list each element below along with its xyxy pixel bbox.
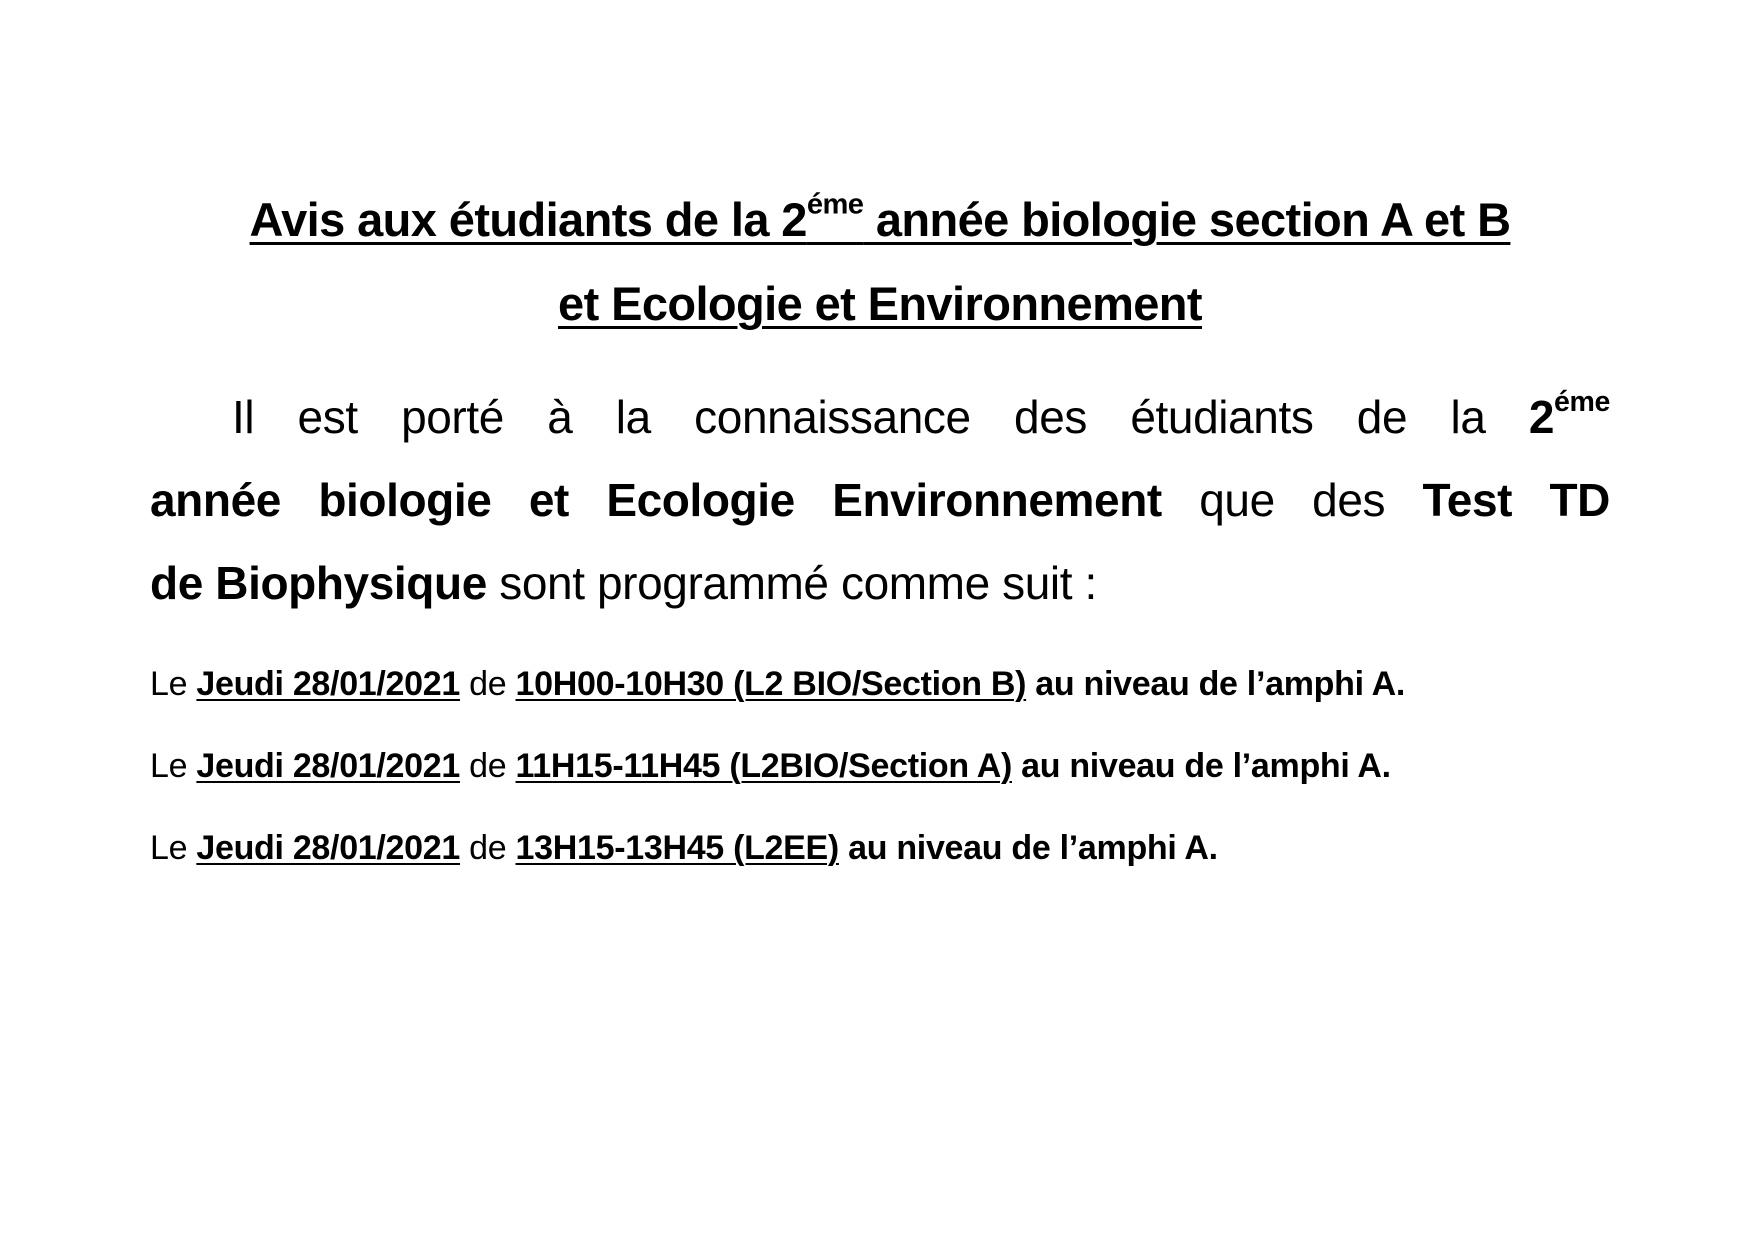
intro-paragraph [150,376,1610,625]
schedule-place: au niveau de l’amphi A. [1026,665,1405,703]
title-line-2 [150,262,1610,346]
schedule-slot: 13H15-13H45 (L2EE) [515,829,839,867]
title-line1-sup: éme [806,188,864,221]
intro-word: année [150,474,281,526]
intro-rest: sont programmé comme suit : [486,557,1097,609]
intro-year-number: 2 [1528,391,1555,443]
schedule-place: au niveau de l’amphi A. [838,829,1218,867]
intro-word: des [1312,474,1386,526]
title-line1-part2: année biologie section A et B [863,193,1511,246]
intro-word: biologie [318,474,492,526]
schedule-row [150,643,1610,725]
intro-word: Environnement [832,474,1162,526]
intro-word: connaissance [694,391,971,443]
notice-title [150,178,1610,346]
intro-year [1529,376,1610,459]
intro-word: à [547,391,573,443]
intro-word: et [528,474,569,526]
schedule-mid: de [460,665,516,703]
intro-word: TD [1549,474,1610,526]
schedule-day: Jeudi 28/01/2021 [196,747,460,785]
intro-line-2 [150,459,1610,542]
intro-line-1 [150,376,1610,459]
intro-word: la [1450,391,1486,443]
schedule-list [150,643,1610,889]
intro-word: Il [232,391,255,443]
schedule-day: Jeudi 28/01/2021 [196,829,460,867]
intro-word: la [615,391,651,443]
schedule-mid: de [460,747,516,785]
intro-word: Ecologie [606,474,795,526]
intro-word: étudiants [1130,391,1314,443]
schedule-row [150,807,1610,889]
schedule-prefix: Le [150,829,197,867]
schedule-prefix: Le [150,665,197,703]
schedule-slot: 10H00-10H30 (L2 BIO/Section B) [515,665,1027,703]
schedule-day: Jeudi 28/01/2021 [196,665,460,703]
intro-line-3 [150,542,1610,625]
title-line-1 [150,178,1610,262]
intro-word: porté [401,391,504,443]
schedule-place: au niveau de l’amphi A. [1011,747,1391,785]
intro-word: Test [1422,474,1513,526]
schedule-row [150,725,1610,807]
intro-word: des [1014,391,1087,443]
intro-subject: de Biophysique [150,557,487,609]
schedule-slot: 11H15-11H45 (L2BIO/Section A) [515,747,1012,785]
intro-word: de [1356,391,1408,443]
intro-word: que [1199,474,1275,526]
intro-year-sup: éme [1554,385,1610,418]
title-line2-text: et Ecologie et Environnement [558,277,1202,330]
intro-word: est [297,391,358,443]
schedule-prefix: Le [150,747,197,785]
schedule-mid: de [460,829,516,867]
title-line1-part1: Avis aux étudiants de la 2 [249,193,807,246]
